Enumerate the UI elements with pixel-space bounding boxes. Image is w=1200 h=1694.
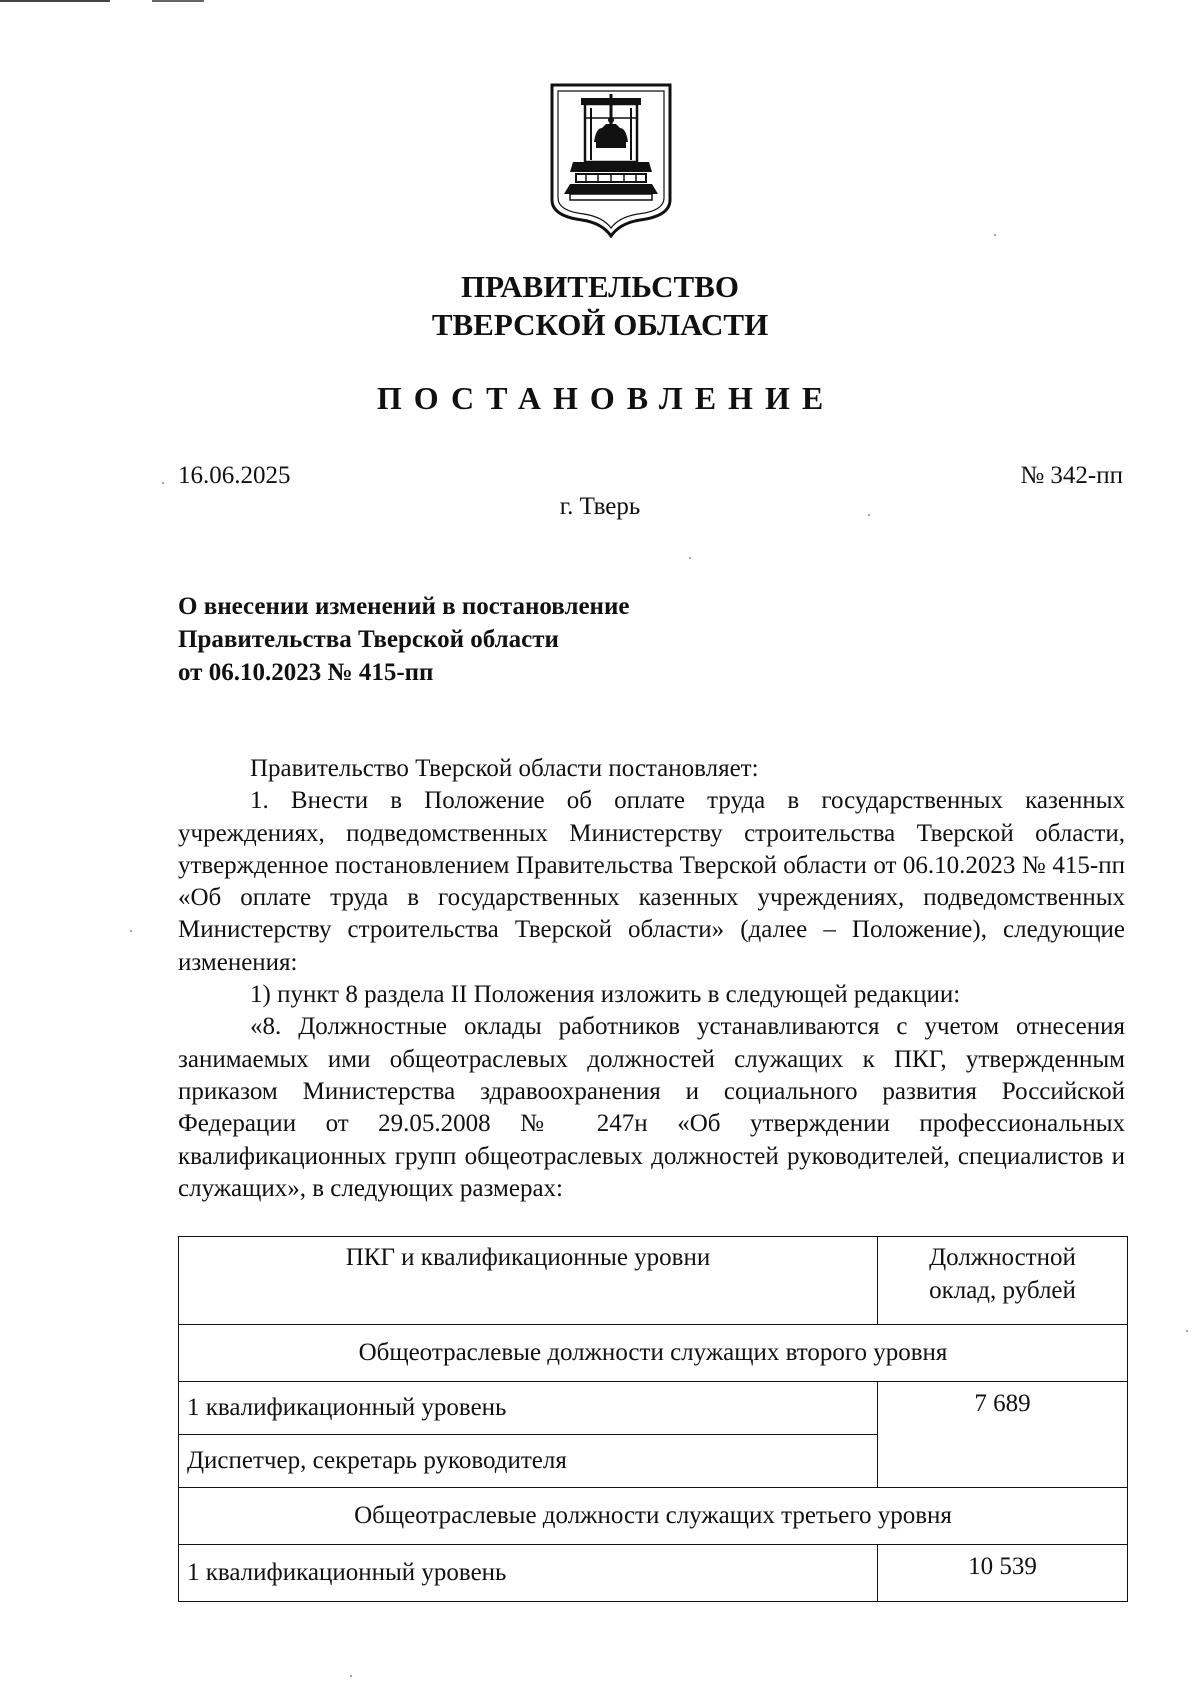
scan-speck — [994, 234, 996, 236]
document-number: № 342-пп — [1020, 462, 1123, 489]
table-row — [179, 1382, 1128, 1435]
scan-speck — [130, 930, 132, 932]
qualification-level-cell: 1 квалификационный уровень — [179, 1382, 878, 1435]
document-type: ПОСТАНОВЛЕНИЕ — [376, 380, 836, 416]
scan-speck — [868, 514, 870, 516]
document-body — [178, 753, 1125, 1205]
document-date: 16.06.2025 — [178, 462, 291, 489]
title-line: Правительства Тверской области — [178, 626, 559, 653]
government-name-line: ПРАВИТЕЛЬСТВО — [461, 269, 739, 304]
positions-cell: Диспетчер, секретарь руководителя — [179, 1435, 878, 1488]
preamble-paragraph: Правительство Тверской области постановляет: — [250, 755, 759, 782]
quoted-paragraph: «8. Должностные оклады работников устанавливаются с учетом отнесения занимаемых ими общеотраслевых должностей служащих к ПКГ, утвержденным приказом Министерства здравоохранения и социального развития Российской Федерации от 29.05.2008 № 247н «Об утверждении профессиональных квалификационных групп общеотраслевых должностей руководителей, специалистов и служащих», в следующих размерах: — [178, 1013, 1125, 1202]
scan-speck — [162, 482, 164, 484]
scan-edge-mark — [0, 0, 110, 2]
scan-speck — [1186, 1330, 1188, 1332]
government-name-line: ТВЕРСКОЙ ОБЛАСТИ — [431, 307, 769, 342]
subitem-1-paragraph: 1) пункт 8 раздела II Положения изложить в следующей редакции: — [250, 981, 961, 1009]
government-name — [0, 268, 1200, 344]
table-header-cell: ПКГ и квалификационные уровни — [179, 1237, 878, 1325]
document-title — [178, 590, 818, 689]
document-city: г. Тверь — [559, 493, 641, 520]
title-line: от 06.10.2023 № 415-пп — [178, 659, 434, 686]
table-group-row — [179, 1325, 1128, 1382]
table-row — [179, 1545, 1128, 1602]
tver-coat-of-arms-icon — [548, 82, 674, 238]
group-heading-cell: Общеотраслевые должности служащих второго уровня — [179, 1325, 1128, 1382]
salary-cell: 7 689 — [878, 1382, 1128, 1488]
scan-speck — [350, 1675, 352, 1677]
salary-cell: 10 539 — [878, 1545, 1128, 1602]
table-group-row — [179, 1488, 1128, 1545]
qualification-level-cell: 1 квалификационный уровень — [179, 1545, 878, 1602]
salary-table — [178, 1236, 1128, 1602]
scan-edge-mark — [152, 0, 204, 2]
header-line: Должностной — [929, 1244, 1076, 1271]
table-header-row — [179, 1237, 1128, 1325]
title-line: О внесении изменений в постановление — [178, 593, 630, 620]
group-heading-cell: Общеотраслевые должности служащих третьего уровня — [179, 1488, 1128, 1545]
table-header-cell — [878, 1237, 1128, 1325]
scan-speck — [689, 557, 691, 559]
header-line: оклад, рублей — [929, 1277, 1076, 1304]
item-1-paragraph: 1. Внести в Положение об оплате труда в государственных казенных учреждениях, подведомственных Министерству строительства Тверской области, утвержденное постановлением Правительства Тверской области от 06.10.2023 № 415-пп «Об оплате труда в государственных казенных учреждениях, подведомственных Министерству строительства Тверской области» (далее – Положение), следующие изменения: — [178, 787, 1125, 976]
